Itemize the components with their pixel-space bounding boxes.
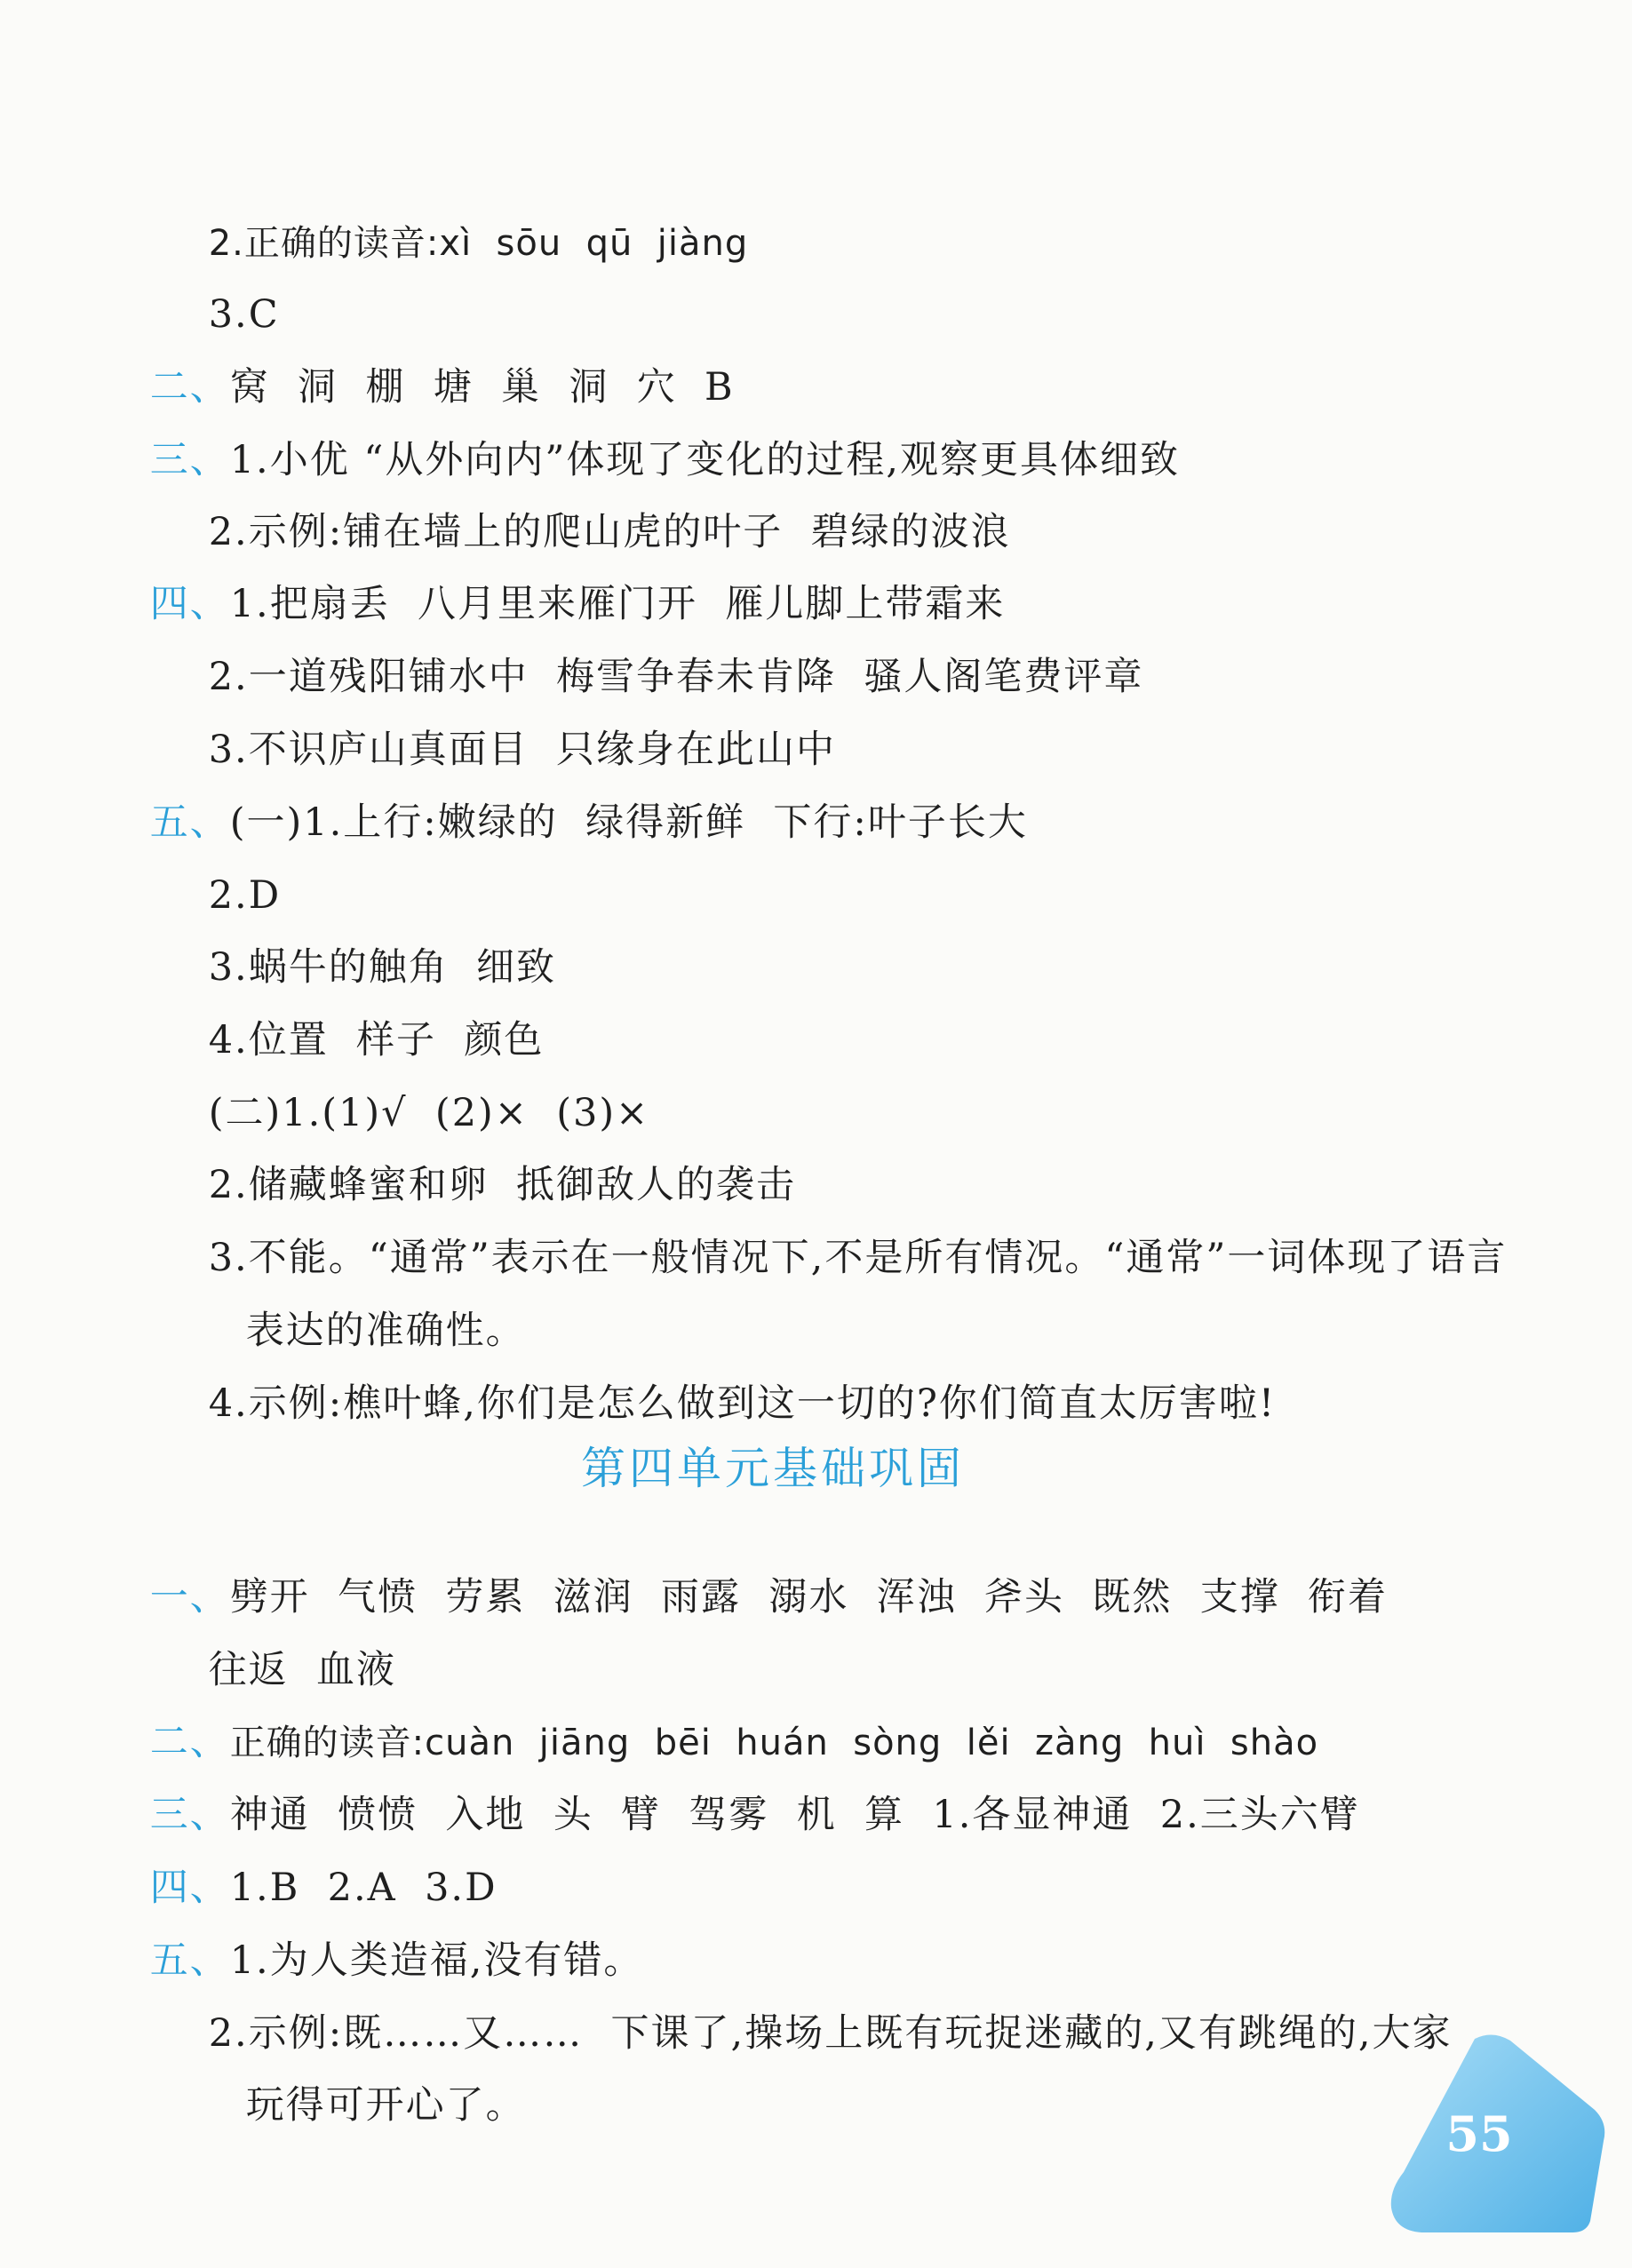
section-marker: 二、 <box>149 1720 230 1764</box>
section-marker: 三、 <box>149 1793 230 1837</box>
answer-line <box>190 2025 526 2185</box>
answer-text: 4.示例:樵叶蜂,你们是怎么做到这一切的?你们简直太厉害啦! <box>208 1381 1277 1426</box>
answer-text: 3.C <box>208 292 280 337</box>
answer-text: 1.B 2.A 3.D <box>229 1866 498 1910</box>
answer-text: (二)1.(1)√ (2)× (3)× <box>208 1091 650 1135</box>
answer-text: 4.位置 样子 颜色 <box>208 1018 545 1062</box>
answer-text: 表达的准确性。 <box>245 1309 526 1353</box>
answer-text: 2.储藏蜂蜜和卵 抵御敌人的袭击 <box>208 1163 797 1207</box>
answer-text: 2.示例:铺在墙上的爬山虎的叶子 碧绿的波浪 <box>208 510 1011 554</box>
page-number: 55 <box>1445 2105 1513 2162</box>
answer-text: 劈开 气愤 劳累 滋润 雨露 溺水 浑浊 斧头 既然 支撑 衔着 <box>229 1575 1389 1619</box>
answer-text: 往返 血液 <box>208 1648 397 1692</box>
answer-text: 3.不能。“通常”表示在一般情况下,不是所有情况。“通常”一词体现了语言 <box>208 1236 1508 1280</box>
section-marker: 三、 <box>149 438 230 482</box>
section-marker: 五、 <box>149 1938 230 1983</box>
answer-text: 窝 洞 棚 塘 巢 洞 穴 B <box>229 365 735 410</box>
answer-text: 2.示例:既……又…… 下课了,操场上既有玩捉迷藏的,又有跳绳的,大家 <box>208 2011 1453 2056</box>
answer-text: 1.小优 “从外向内”体现了变化的过程,观察更具体细致 <box>229 438 1181 482</box>
answer-text: 2.正确的读音:xì sōu qū jiàng <box>208 223 749 264</box>
answer-text: 1.把扇丢 八月里来雁门开 雁儿脚上带霜来 <box>229 582 1006 626</box>
answer-text: 2.D <box>208 873 282 918</box>
section-marker: 四、 <box>149 582 230 626</box>
section-marker: 五、 <box>149 800 230 845</box>
answer-text: 1.为人类造福,没有错。 <box>229 1938 644 1983</box>
section-marker: 四、 <box>149 1866 230 1910</box>
section-title: 第四单元基础巩固 <box>581 1443 965 1494</box>
section-marker: 二、 <box>149 365 230 410</box>
answer-text: 2.一道残阳铺水中 梅雪争春未肯降 骚人阁笔费评章 <box>208 655 1144 699</box>
answer-text: 正确的读音:cuàn jiāng bēi huán sòng lěi zàng huì shào <box>229 1723 1319 1763</box>
answer-text: 玩得可开心了。 <box>245 2083 526 2128</box>
answer-text: 神通 愤愤 入地 头 臂 驾雾 机 算 1.各显神通 2.三头六臂 <box>229 1793 1360 1837</box>
answer-text: 3.蜗牛的触角 细致 <box>208 945 557 990</box>
answer-text: 3.不识庐山真面目 只缘身在此山中 <box>208 728 837 772</box>
answer-text: (一)1.上行:嫩绿的 绿得新鲜 下行:叶子长大 <box>229 800 1028 845</box>
section-marker: 一、 <box>149 1575 230 1619</box>
